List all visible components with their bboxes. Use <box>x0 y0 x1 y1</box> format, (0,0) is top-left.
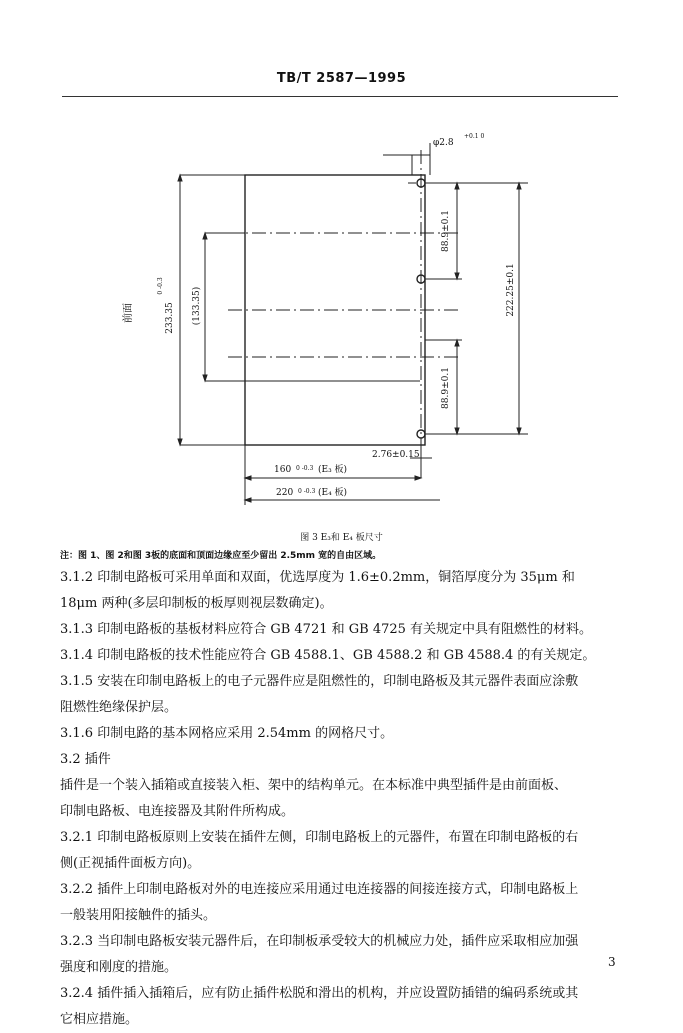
dim-front-height-tol: 0 -0.3 <box>157 277 164 295</box>
dim-front-height-label: 233.35 <box>165 302 175 334</box>
paragraph-line: 3.1.3 印制电路板的基板材料应符合 GB 4721 和 GB 4725 有关规定中具有阻燃性的材料。 <box>60 622 593 637</box>
paragraph-line: 18μm 两种(多层印制板的板厚则视层数确定)。 <box>60 596 333 611</box>
paragraph-line: 一般装用阳接触件的插头。 <box>60 908 217 923</box>
paragraph-line: 3.1.5 安装在印制电路板上的电子元器件应是阻燃性的，印制电路板及其元器件表面应涂敷 <box>60 674 579 689</box>
dim-ref-label: (133.35) <box>192 286 202 326</box>
standard-code-header: TB/T 2587—1995 <box>276 71 407 86</box>
dim-width-e3-label: 160 <box>274 465 292 475</box>
paragraph-line: 印制电路板、电连接器及其附件所构成。 <box>60 804 295 819</box>
dim-edge-offset-label: 2.76±0.15 <box>372 450 420 460</box>
dim-hole-label: φ2.8 <box>433 138 454 148</box>
dim-width-e4-board: (E₄ 板) <box>318 488 348 498</box>
paragraph-line: 它相应措施。 <box>60 1012 139 1027</box>
paragraph-line: 插件是一个装入插箱或直接装入柜、架中的结构单元。在本标准中典型插件是由前面板、 <box>60 778 568 793</box>
dim-width-e3-tol: 0 -0.3 <box>296 465 314 472</box>
figure-note: 注：图 1、图 2和图 3板的底面和顶面边缘应至少留出 2.5mm 宽的自由区域。 <box>60 551 382 561</box>
dim-spacing-top-label: 88.9±0.1 <box>441 210 451 252</box>
dim-width-e4-tol: 0 -0.3 <box>298 488 316 495</box>
paragraph-line: 3.1.4 印制电路板的技术性能应符合 GB 4588.1、GB 4588.2 和 GB 4588.4 的有关规定。 <box>60 648 596 663</box>
page-number: 3 <box>608 955 616 969</box>
dim-width-e4-label: 220 <box>276 488 294 498</box>
paragraph-line: 3.2.2 插件上印制电路板对外的电连接应采用通过电连接器的间接连接方式，印制电路板上 <box>60 882 579 897</box>
dim-total-height-label: 222.25±0.1 <box>506 263 516 317</box>
paragraph-line: 侧(正视插件面板方向)。 <box>60 856 201 871</box>
figure-caption: 图 3 E₃和 E₄ 板尺寸 <box>300 533 383 543</box>
paragraph-line: 3.2.3 当印制电路板安装元器件后，在印制板承受较大的机械应力处，插件应采取相应加强 <box>60 934 579 949</box>
paragraph-line: 3.1.2 印制电路板可采用单面和双面，优选厚度为 1.6±0.2mm，铜箔厚度分为 35μm 和 <box>60 570 575 585</box>
paragraph-line: 强度和刚度的措施。 <box>60 960 178 975</box>
front-panel-label: 前面 <box>123 303 134 323</box>
dim-spacing-bottom-label: 88.9±0.1 <box>441 367 451 409</box>
paragraph-line: 3.1.6 印制电路的基本网格应采用 2.54mm 的网格尺寸。 <box>60 726 394 741</box>
dim-width-e3-board: (E₃ 板) <box>318 465 348 475</box>
dim-hole-tol: +0.1 0 <box>464 133 485 140</box>
paragraph-line: 3.2 插件 <box>60 752 111 767</box>
paragraph-line: 阻燃性绝缘保护层。 <box>60 700 178 715</box>
paragraph-line: 3.2.1 印制电路板原则上安装在插件左侧，印制电路板上的元器件，布置在印制电路板的右 <box>60 830 579 845</box>
paragraph-line: 3.2.4 插件插入插箱后，应有防止插件松脱和滑出的机构，并应设置防插错的编码系统或其 <box>60 986 579 1001</box>
